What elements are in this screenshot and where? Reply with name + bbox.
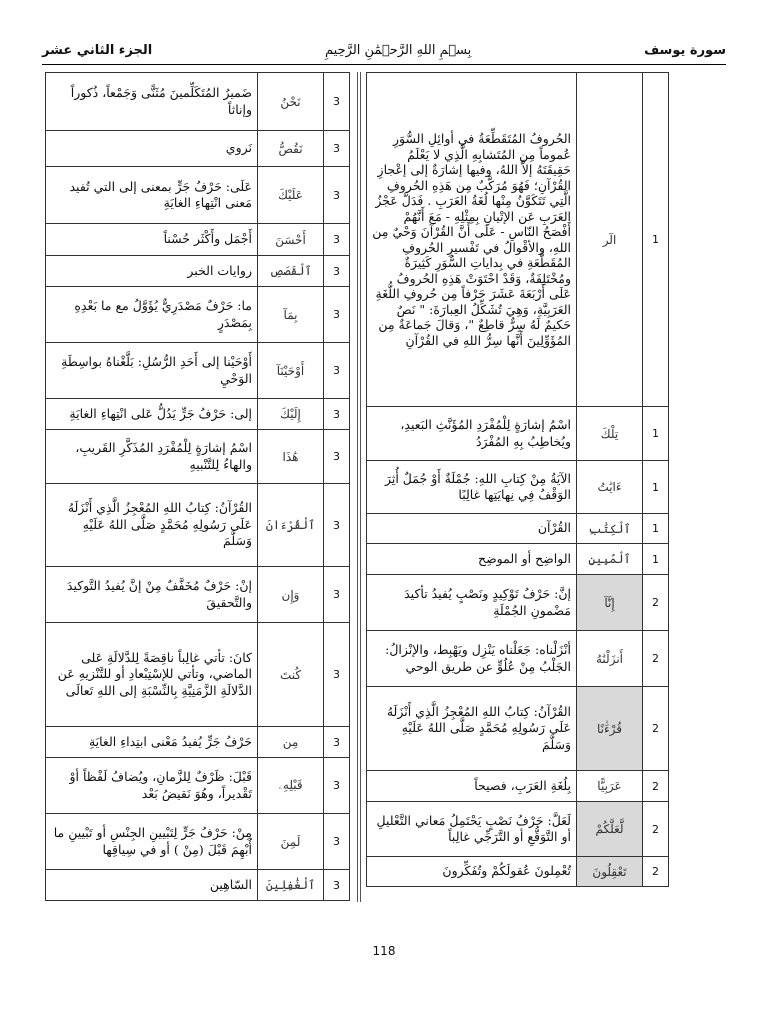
word-meaning: إلى: حَرْفُ جَرٍّ يَدُلُّ عَلى انْتِهاءِ الغايَةِ bbox=[46, 399, 258, 430]
table-row bbox=[46, 73, 350, 131]
table-row bbox=[46, 430, 350, 484]
table-row bbox=[367, 461, 669, 514]
table-row bbox=[367, 857, 669, 887]
word-meaning: الواضِح أو الموضِح bbox=[367, 544, 577, 575]
verse-number: 3 bbox=[324, 256, 350, 287]
verse-number: 3 bbox=[324, 343, 350, 399]
verse-number: 1 bbox=[643, 461, 669, 514]
quran-word: عَلَيْكَ bbox=[258, 167, 324, 224]
table-row bbox=[367, 575, 669, 631]
quran-word: إِنَّآ bbox=[577, 575, 643, 631]
quran-word: ٱلْقَصَصِ bbox=[258, 256, 324, 287]
verse-number: 3 bbox=[324, 131, 350, 167]
verse-number: 2 bbox=[643, 802, 669, 857]
surah-title: سورة يوسف bbox=[644, 42, 726, 58]
quran-word: نَحْنُ bbox=[258, 73, 324, 131]
word-meaning: أنْزَلْناه: جَعَلْناه يَنْزِل ويَهْبِط، والإنْزالُ: الجَلْبُ مِنْ عُلُوٍّ عن طريق الوحي bbox=[367, 631, 577, 687]
glossary-table-left bbox=[45, 72, 350, 901]
word-meaning: روايات الخبر bbox=[46, 256, 258, 287]
quran-word: الٓر bbox=[577, 73, 643, 407]
verse-number: 3 bbox=[324, 814, 350, 870]
word-meaning: اسْمُ إشارَةٍ لِلْمُفْرَدِ المُذَكَّرِ القَريبِ، والهاءُ لِلتَّنْبيهِ bbox=[46, 430, 258, 484]
word-meaning: ضَميرُ المُتَكَلِّمينَ مُثَنًّى وَجَمْعاً، ذُكوراً وإناثاً bbox=[46, 73, 258, 131]
column-separator bbox=[357, 72, 358, 902]
table-row bbox=[46, 814, 350, 870]
table-row bbox=[46, 224, 350, 256]
verse-number: 1 bbox=[643, 544, 669, 575]
table-row bbox=[367, 73, 669, 407]
quran-word: لَّعَلَّكُمْ bbox=[577, 802, 643, 857]
verse-number: 1 bbox=[643, 514, 669, 544]
table-row bbox=[367, 407, 669, 461]
verse-number: 2 bbox=[643, 687, 669, 771]
word-meaning: القُرْآنُ: كِتابُ اللهِ المُعْجِزُ الَّذِي أَنْزَلَهُ عَلَى رَسُولِهِ مُحَمَّدٍ صَلَّى اللهُ عَلَيْهِ وَسَلَّمَ bbox=[46, 484, 258, 567]
table-row bbox=[46, 343, 350, 399]
quran-word: نَقُصُّ bbox=[258, 131, 324, 167]
word-meaning: الآيَةُ مِنْ كِتابِ اللهِ: جُمْلَةٌ أَوْ جُمَلٌ أُثِرَ الوَقْفُ فِي نِهايَتِها غالِبًا bbox=[367, 461, 577, 514]
verse-number: 3 bbox=[324, 167, 350, 224]
word-meaning: الحُروفُ المُتَقَطِّعَةُ في أوائِلِ السُّوَرِ عُموماً مِن المُتَشابِهِ الَّذِي لا يَعْلَمُ حَقِيقَتَهُ إلاَّ اللهُ، وفيها إشارَةٌ إلى إعْجازِ القُرْآنِ؛ فَهُوَ مُرَكَّبٌ مِن هَذِهِ الحُروفِ الَّتِي تَتَكَوَّنُ مِنْها لُغَةُ العَرَبِ . فَدَلَّ عَجْزُ العَرَبِ عَن الإتْيانِ بِمِثْلِهِ - مَعَ أَنَّهُمْ أَفْصَحُ النّاسِ - عَلَى أَنَّ القُرْآنَ وَحْيٌ مِن اللهِ، والأقْوالُ في تَفْسيرِ الحُروفِ المُقَطَّعَةِ في بِداياتِ السُّوَرِ كَثِيرَةٌ ومُخْتَلِفَةٌ، وَقَدْ احْتَوَتْ هَذِهِ الحُروفُ عَلَى أَرْبَعَةَ عَشَرَ حَرْفاً مِن حُروفِ اللُّغَةِ العَرَبِيَّةِ، وَهِيَ تُشَكِّلُ العِبارَةَ: " نَصٌ حَكيمٌ لَهُ سِرٌّ قاطِعٌ "، وَقالَ جَماعَةٌ مِن المُؤَوِّلِينَ أَنَّها سِرُّ اللهِ في القُرْآنِ bbox=[367, 73, 577, 407]
quran-word: ءَايَٰتُ bbox=[577, 461, 643, 514]
quran-word: ٱلْكِتَٰبِ bbox=[577, 514, 643, 544]
table-row bbox=[46, 399, 350, 430]
quran-word: مِن bbox=[258, 727, 324, 758]
quran-word: تِلْكَ bbox=[577, 407, 643, 461]
quran-word: وَإِن bbox=[258, 567, 324, 623]
table-row bbox=[46, 131, 350, 167]
verse-number: 3 bbox=[324, 399, 350, 430]
table-row bbox=[46, 870, 350, 901]
quran-word: أَحْسَنَ bbox=[258, 224, 324, 256]
column-separator bbox=[360, 72, 361, 902]
verse-number: 2 bbox=[643, 771, 669, 802]
basmala: بِسۡمِ اللهِ الرَّحۡمَٰنِ الرَّحِيمِ bbox=[325, 42, 472, 58]
verse-number: 1 bbox=[643, 407, 669, 461]
word-meaning: عَلَى: حَرْفُ جَرٍّ بمعنى إلى التي تُفيد مَعنى انْتِهاءِ الغايَةِ bbox=[46, 167, 258, 224]
verse-number: 3 bbox=[324, 287, 350, 343]
table-row bbox=[46, 256, 350, 287]
word-meaning: قَبْلَ: ظَرْفٌ لِلزَّمانِ، ويُضافُ لَفْظاً أوْ تَقْديراً، وهُوَ نَقيضُ بَعْد bbox=[46, 758, 258, 814]
verse-number: 2 bbox=[643, 631, 669, 687]
table-row bbox=[46, 727, 350, 758]
quran-word: عَرَبِيًّا bbox=[577, 771, 643, 802]
table-row bbox=[46, 167, 350, 224]
table-row bbox=[46, 623, 350, 727]
quran-word: لَمِنَ bbox=[258, 814, 324, 870]
quran-word: بِمَآ bbox=[258, 287, 324, 343]
word-meaning: اسْمُ إشارَةٍ لِلْمُفْرَدِ المُؤَنَّثِ البَعيدِ، ويُخاطِبُ بِهِ المُفْرَدُ bbox=[367, 407, 577, 461]
word-meaning: القُرْآن bbox=[367, 514, 577, 544]
word-meaning: نَروي bbox=[46, 131, 258, 167]
table-row bbox=[46, 287, 350, 343]
verse-number: 2 bbox=[643, 857, 669, 887]
part-title: الجزء الثاني عشر bbox=[42, 42, 153, 58]
word-meaning: أَوْحَيْنا إلى أَحَدِ الرُّسُلِ: بَلَّغْناهُ بواسِطَةِ الوَحْيِ bbox=[46, 343, 258, 399]
quran-word: ٱلْغَٰفِلِينَ bbox=[258, 870, 324, 901]
quran-word: أَوْحَيْنَآ bbox=[258, 343, 324, 399]
word-meaning: لَعَلَّ: حَرْفُ نَصْبٍ يَحْتَمِلُ مَعاني التَّعْليلِ أو التَّوَقُّعِ أو التَّرَجِّي غالِباً bbox=[367, 802, 577, 857]
table-row bbox=[367, 771, 669, 802]
word-meaning: كانَ: تأتي غالِباً ناقِصَةً لِلدَّلالَةِ عَلى الماضي، وتأتي للإسْتِبْعادِ أو للتَّنْزيهِ عَن الدَّلالَةِ الزَّمَنِيَّةِ بِالنِّسْبَةِ إلى اللهِ تَعالَى bbox=[46, 623, 258, 727]
word-meaning: تُعْمِلونَ عُقولَكُمْ وتُفَكِّرونَ bbox=[367, 857, 577, 887]
verse-number: 2 bbox=[643, 575, 669, 631]
table-row bbox=[367, 687, 669, 771]
quran-word: إِلَيْكَ bbox=[258, 399, 324, 430]
quran-word: قَبْلِهِۦ bbox=[258, 758, 324, 814]
verse-number: 3 bbox=[324, 484, 350, 567]
word-meaning: القُرْآنُ: كِتابُ اللهِ المُعْجِزُ الَّذِي أَنْزَلَهُ عَلَى رَسُولِهِ مُحَمَّدٍ صَلَّى اللهُ عَلَيْهِ وَسَلَّمَ bbox=[367, 687, 577, 771]
table-row bbox=[367, 802, 669, 857]
word-meaning: إنْ: حَرْفٌ مُخَفَّفٌ مِنْ إنَّ يُفيدُ التَّوكيدَ والتَّحقيقَ bbox=[46, 567, 258, 623]
word-meaning: بِلُغَةِ العَرَبِ، فصيحاً bbox=[367, 771, 577, 802]
verse-number: 3 bbox=[324, 430, 350, 484]
verse-number: 3 bbox=[324, 727, 350, 758]
table-row bbox=[367, 631, 669, 687]
quran-word: تَعْقِلُونَ bbox=[577, 857, 643, 887]
verse-number: 3 bbox=[324, 758, 350, 814]
page-header bbox=[42, 40, 726, 60]
word-meaning: مِنْ: حَرْفُ جَرٍّ لِتَبْيينِ الجِنْسِ أو تَبْيينِ ما أُبْهِمَ قَبْلَ (مِنْ ) أو في سِياقِها bbox=[46, 814, 258, 870]
verse-number: 3 bbox=[324, 73, 350, 131]
page-number: 118 bbox=[372, 944, 396, 958]
word-meaning: السّاهِين bbox=[46, 870, 258, 901]
glossary-table-right bbox=[366, 72, 669, 887]
table-row bbox=[46, 758, 350, 814]
table-row bbox=[367, 544, 669, 575]
quran-word: قُرْءَٰنًا bbox=[577, 687, 643, 771]
verse-number: 3 bbox=[324, 224, 350, 256]
table-row bbox=[46, 567, 350, 623]
quran-word: هَٰذَا bbox=[258, 430, 324, 484]
header-rule bbox=[42, 64, 726, 65]
word-meaning: ما: حَرْفٌ مَصْدَرِيٌّ يُؤَوَّلُ مع ما بَعْدِهِ بِمَصْدَرٍ bbox=[46, 287, 258, 343]
verse-number: 3 bbox=[324, 623, 350, 727]
verse-number: 1 bbox=[643, 73, 669, 407]
quran-word: ٱلْقُرْءَانَ bbox=[258, 484, 324, 567]
word-meaning: حَرْفُ جَرٍّ يُفيدُ مَعْنى ابتِداءِ الغايَةِ bbox=[46, 727, 258, 758]
quran-word: ٱلْمُبِينِ bbox=[577, 544, 643, 575]
word-meaning: أَجْمَل وأَكْثَر حُسْناً bbox=[46, 224, 258, 256]
word-meaning: إنَّ: حَرْفُ تَوْكِيدٍ ونَصْبٍ يُفيدُ تأكيدَ مَضْمونِ الجُمْلَةِ bbox=[367, 575, 577, 631]
table-row bbox=[367, 514, 669, 544]
quran-word: أَنزَلْنَٰهُ bbox=[577, 631, 643, 687]
table-row bbox=[46, 484, 350, 567]
verse-number: 3 bbox=[324, 567, 350, 623]
verse-number: 3 bbox=[324, 870, 350, 901]
quran-word: كُنتَ bbox=[258, 623, 324, 727]
